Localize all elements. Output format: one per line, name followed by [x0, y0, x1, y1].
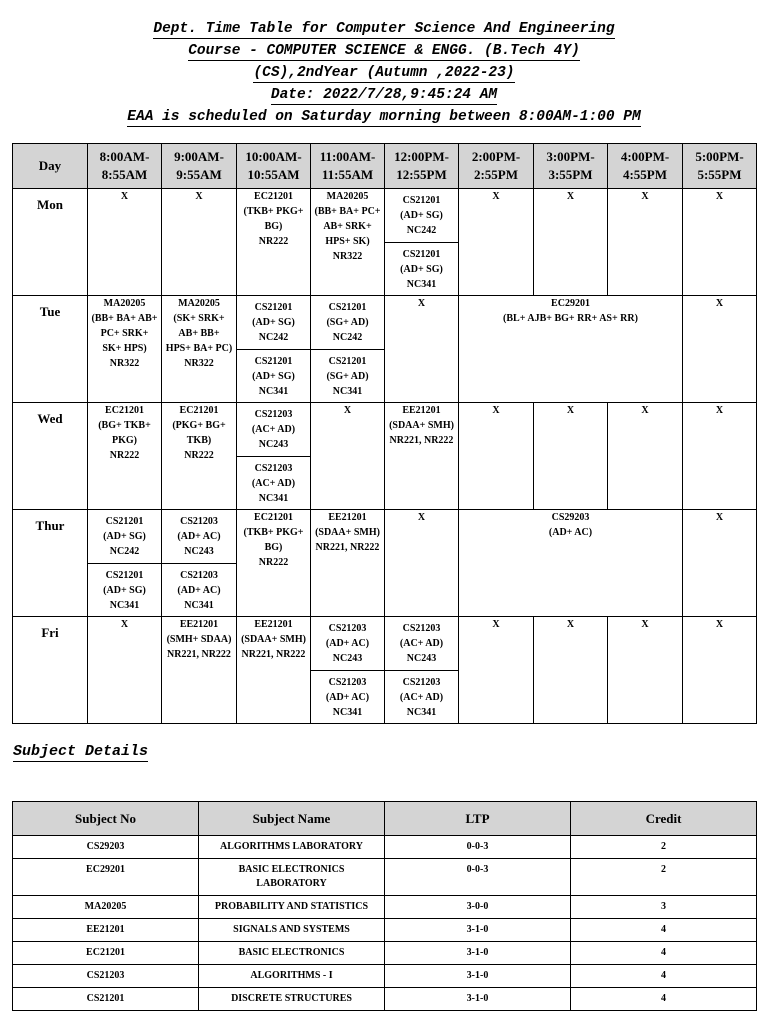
slot-cell-merged: EC29201 (BL+ AJB+ BG+ RR+ AS+ RR): [459, 296, 683, 403]
slot-cell-split: [237, 403, 311, 510]
col-header-slot-4: [311, 144, 385, 189]
col-header-slot-5: [385, 144, 459, 189]
subject-ltp: 3-1-0: [385, 919, 571, 942]
slot-cell: X: [162, 189, 237, 296]
slot-cell: EC21201 (PKG+ BG+ TKB) NR222: [162, 403, 237, 510]
day-label: Wed: [13, 403, 88, 510]
slot-cell: EC21201 (TKB+ PKG+ BG) NR222: [237, 510, 311, 617]
subject-no: EE21201: [13, 919, 199, 942]
slot-subcell: CS21203 (AD+ AC) NC243: [177, 516, 221, 557]
timetable-row-mon: [13, 189, 757, 296]
subject-name: SIGNALS AND SYSTEMS: [199, 919, 385, 942]
slot-label: 11:00AM-11:55AM: [319, 149, 376, 182]
header-course: Course - COMPUTER SCIENCE & ENGG. (B.Tech 4Y): [188, 43, 580, 59]
slot-cell-merged: CS29203 (AD+ AC): [459, 510, 683, 617]
slot-cell: X: [534, 617, 608, 724]
subject-ltp: 3-1-0: [385, 965, 571, 988]
slot-subcell: CS21201 (SG+ AD) NC242: [326, 302, 369, 343]
slot-subcell: CS21203 (AC+ AD) NC243: [251, 409, 296, 450]
slot-cell: X: [683, 296, 757, 403]
slot-label: 9:00AM-9:55AM: [174, 149, 224, 182]
slot-cell-split: [162, 510, 237, 617]
table-row: [13, 859, 757, 896]
timetable: [12, 143, 757, 724]
col-header-slot-7: [534, 144, 608, 189]
col-header-slot-6: [459, 144, 534, 189]
subject-credit: 4: [571, 919, 757, 942]
slot-cell: X: [88, 617, 162, 724]
subject-ltp: 0-0-3: [385, 859, 571, 896]
slot-cell: EE21201 (SDAA+ SMH) NR221, NR222: [385, 403, 459, 510]
slot-label: 12:00PM-12:55PM: [394, 149, 449, 182]
table-row: [13, 919, 757, 942]
table-row: [13, 896, 757, 919]
col-header-day: Day: [13, 144, 88, 189]
subject-ltp: 0-0-3: [385, 836, 571, 859]
slot-cell: X: [608, 617, 683, 724]
slot-cell: EC21201 (BG+ TKB+ PKG) NR222: [88, 403, 162, 510]
slot-subcell: CS21201 (AD+ SG) NC341: [237, 349, 310, 402]
slot-subcell: CS21203 (AD+ AC) NC243: [325, 623, 370, 664]
day-label: Tue: [13, 296, 88, 403]
slot-subcell: CS21201 (AD+ SG) NC242: [103, 516, 146, 557]
header-year: (CS),2ndYear (Autumn ,2022-23): [253, 65, 515, 81]
subject-credit: 3: [571, 896, 757, 919]
slot-cell: X: [385, 510, 459, 617]
day-label: Fri: [13, 617, 88, 724]
col-header-slot-9: [683, 144, 757, 189]
slot-cell: X: [311, 403, 385, 510]
col-header-ltp: LTP: [385, 802, 571, 836]
col-header-slot-8: [608, 144, 683, 189]
day-label: Mon: [13, 189, 88, 296]
subject-ltp: 3-1-0: [385, 988, 571, 1011]
subject-name: DISCRETE STRUCTURES: [199, 988, 385, 1011]
col-header-slot-1: [88, 144, 162, 189]
slot-label: 5:00PM-5:55PM: [695, 149, 744, 182]
slot-cell: X: [534, 189, 608, 296]
subject-details-title: Subject Details: [13, 743, 149, 760]
slot-cell: MA20205 (BB+ BA+ AB+ PC+ SRK+ SK+ HPS) NR322: [88, 296, 162, 403]
slot-cell: X: [683, 510, 757, 617]
col-header-subject-no: Subject No: [13, 802, 199, 836]
slot-label: 3:00PM-3:55PM: [546, 149, 595, 182]
table-row: [13, 988, 757, 1011]
slot-subcell: CS21203 (AC+ AD) NC341: [385, 670, 458, 723]
subject-header-row: [13, 802, 757, 836]
timetable-row-tue: [13, 296, 757, 403]
timetable-row-thu: [13, 510, 757, 617]
slot-cell: X: [459, 189, 534, 296]
slot-cell: X: [459, 617, 534, 724]
day-label: Thur: [13, 510, 88, 617]
timetable-row-wed: [13, 403, 757, 510]
slot-subcell: CS21203 (AD+ AC) NC341: [311, 670, 384, 723]
slot-label: 4:00PM-4:55PM: [620, 149, 670, 182]
subject-no: CS21201: [13, 988, 199, 1011]
slot-cell: MA20205 (SK+ SRK+ AB+ BB+ HPS+ BA+ PC) NR322: [162, 296, 237, 403]
slot-cell: X: [459, 403, 534, 510]
slot-cell-split: [88, 510, 162, 617]
subject-name: PROBABILITY AND STATISTICS: [199, 896, 385, 919]
timetable-header-row: [13, 144, 757, 189]
slot-cell: X: [88, 189, 162, 296]
slot-label: 10:00AM-10:55AM: [245, 149, 302, 182]
slot-cell: X: [608, 403, 683, 510]
subject-credit: 2: [571, 836, 757, 859]
slot-subcell: CS21203 (AD+ AC) NC341: [162, 563, 236, 616]
slot-cell-split: [385, 617, 459, 724]
slot-cell-split: [311, 296, 385, 403]
subject-no: MA20205: [13, 896, 199, 919]
slot-subcell: CS21201 (AD+ SG) NC341: [88, 563, 161, 616]
col-header-credit: Credit: [571, 802, 757, 836]
header-title: Dept. Time Table for Computer Science And Engineering: [153, 21, 615, 37]
slot-cell: X: [683, 617, 757, 724]
col-header-subject-name: Subject Name: [199, 802, 385, 836]
subject-credit: 2: [571, 859, 757, 896]
subject-ltp: 3-0-0: [385, 896, 571, 919]
table-row: [13, 836, 757, 859]
subject-name: BASIC ELECTRONICS LABORATORY: [199, 859, 385, 896]
subject-no: CS21203: [13, 965, 199, 988]
slot-subcell: CS21201 (SG+ AD) NC341: [311, 349, 384, 402]
slot-cell-split: [311, 617, 385, 724]
subject-credit: 4: [571, 965, 757, 988]
slot-cell: EC21201 (TKB+ PKG+ BG) NR222: [237, 189, 311, 296]
subject-no: EC29201: [13, 859, 199, 896]
header-eaa-note: EAA is scheduled on Saturday morning between 8:00AM-1:00 PM: [127, 109, 641, 125]
subject-credit: 4: [571, 988, 757, 1011]
slot-label: 8:00AM-8:55AM: [99, 149, 150, 182]
slot-subcell: CS21201 (AD+ SG) NC242: [252, 302, 295, 343]
slot-cell: EE21201 (SDAA+ SMH) NR221, NR222: [237, 617, 311, 724]
col-header-slot-2: [162, 144, 237, 189]
subject-no: CS29203: [13, 836, 199, 859]
subject-name: BASIC ELECTRONICS: [199, 942, 385, 965]
slot-cell-split: [237, 296, 311, 403]
subject-ltp: 3-1-0: [385, 942, 571, 965]
subject-no: EC21201: [13, 942, 199, 965]
slot-cell: X: [608, 189, 683, 296]
slot-cell: X: [683, 189, 757, 296]
slot-subcell: CS21203 (AC+ AD) NC243: [399, 623, 444, 664]
timetable-row-fri: [13, 617, 757, 724]
table-row: [13, 965, 757, 988]
slot-cell: EE21201 (SDAA+ SMH) NR221, NR222: [311, 510, 385, 617]
slot-cell: X: [683, 403, 757, 510]
slot-cell: X: [534, 403, 608, 510]
slot-label: 2:00PM-2:55PM: [471, 149, 521, 182]
slot-subcell: CS21201 (AD+ SG) NC341: [385, 242, 458, 295]
header-date: Date: 2022/7/28,9:45:24 AM: [270, 87, 498, 103]
subject-credit: 4: [571, 942, 757, 965]
slot-cell: X: [385, 296, 459, 403]
subject-name: ALGORITHMS LABORATORY: [199, 836, 385, 859]
subject-details-table: [12, 801, 757, 1011]
slot-cell: EE21201 (SMH+ SDAA) NR221, NR222: [162, 617, 237, 724]
slot-subcell: CS21201 (AD+ SG) NC242: [400, 195, 443, 236]
slot-cell: MA20205 (BB+ BA+ PC+ AB+ SRK+ HPS+ SK) NR322: [311, 189, 385, 296]
col-header-slot-3: [237, 144, 311, 189]
subject-name: ALGORITHMS - I: [199, 965, 385, 988]
slot-cell-split: [385, 189, 459, 296]
slot-subcell: CS21203 (AC+ AD) NC341: [237, 456, 310, 509]
table-row: [13, 942, 757, 965]
